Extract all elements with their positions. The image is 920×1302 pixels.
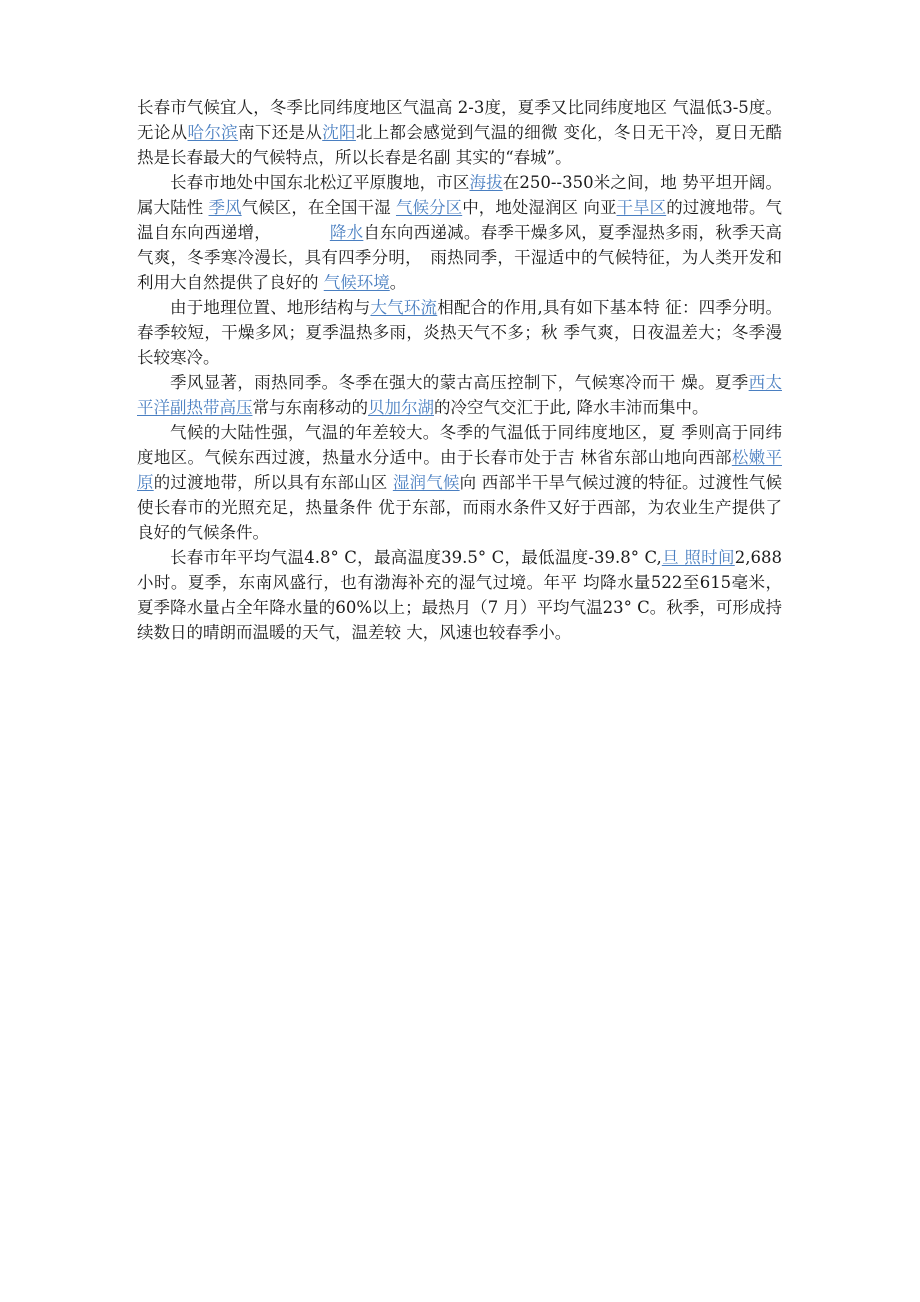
- paragraph: [137, 95, 782, 170]
- hyperlink[interactable]: 西太平洋副热带高压: [137, 373, 782, 417]
- hyperlink[interactable]: 贝加尔湖: [368, 398, 434, 417]
- paragraph: [137, 370, 782, 420]
- hyperlink[interactable]: 松嫩平原: [137, 448, 782, 492]
- hyperlink[interactable]: 哈尔滨: [187, 123, 239, 142]
- paragraph: [137, 170, 782, 295]
- text-run: 中，地处湿润区 向亚: [462, 198, 617, 217]
- hyperlink[interactable]: 季风: [208, 198, 242, 217]
- text-run: 2,688小时。夏季，东南风盛行，也有渤海补充的湿气过境。年平 均降水量522至615毫米，夏季降水量占全年降水量的60%以上；最热月（7 月）平均气温23° C。秋季，可形成持续数日的晴朗而温暖的天气，温差较 大，风速也较春季小。: [137, 548, 783, 642]
- text-run: 自东向西递减。春季干燥多风，夏季湿热多雨，秋季天高气爽，冬季寒冷漫长，具有四季分明， 雨热同季，干湿适中的气候特征，为人类开发和利用大自然提供了良好的: [137, 223, 783, 292]
- text-run: 由于地理位置、地形结构与: [170, 298, 371, 317]
- text-run: 季风显著，雨热同季。冬季在强大的蒙古高压控制下，气候寒冷而干 燥。夏季: [170, 373, 749, 392]
- hyperlink[interactable]: 降水: [329, 223, 364, 242]
- text-run: 的冷空气交汇于此, 降水丰沛而集中。: [434, 398, 709, 417]
- text-run: 长春市气候宜人，冬季比同纬度地区气温高 2-3度，夏季又比同纬度地区 气温低3-5度。无论从: [137, 98, 782, 142]
- text-run: 长春市地处中国东北松辽平原腹地，市区: [170, 173, 470, 192]
- hyperlink[interactable]: 干旱区: [616, 198, 667, 217]
- text-run: 气候区，在全国干湿: [241, 198, 396, 217]
- hyperlink[interactable]: 旦 照时间: [661, 548, 735, 567]
- hyperlink[interactable]: 湿润气候: [392, 473, 460, 492]
- text-run: 南下还是从: [238, 123, 323, 142]
- text-run: 的过渡地带，所以具有东部山区: [153, 473, 393, 492]
- paragraph: [137, 545, 782, 645]
- text-run: 的过渡地带。气温自东向西递增，: [137, 198, 783, 242]
- text-run: 在250--350米之间，地 势平坦开阔。属大陆性: [137, 173, 782, 217]
- text-run: 气候的大陆性强，气温的年差较大。冬季的气温低于同纬度地区，夏 季则高于同纬度地区。气候东西过渡，热量水分适中。由于长春市处于吉 林省东部山地向西部: [137, 423, 782, 467]
- hyperlink[interactable]: 大气环流: [370, 298, 438, 317]
- text-run: 。: [389, 273, 407, 292]
- text-run: 常与东南移动的: [252, 398, 368, 417]
- document-body: [137, 95, 782, 645]
- text-run: 相配合的作用,具有如下基本特 征：四季分明。春季较短，干燥多风；夏季温热多雨，炎热天气不多；秋 季气爽，日夜温差大；冬季漫长较寒冷。: [137, 298, 782, 367]
- text-run: 北上都会感觉到气温的细微 变化，冬日无干冷，夏日无酷热是长春最大的气候特点，所以长春是名副 其实的“春城”。: [137, 123, 783, 167]
- hyperlink[interactable]: 海拔: [469, 173, 503, 192]
- text-run: 向 西部半干旱气候过渡的特征。过渡性气候使长春市的光照充足，热量条件 优于东部，而雨水条件又好于西部，为农业生产提供了良好的气候条件。: [137, 473, 783, 542]
- paragraph: [137, 420, 782, 545]
- hyperlink[interactable]: 气候环境: [323, 273, 390, 292]
- text-run: 长春市年平均气温4.8° C，最高温度39.5° C，最低温度-39.8° C,: [170, 548, 662, 567]
- paragraph: [137, 295, 782, 370]
- hyperlink[interactable]: 气候分区: [395, 198, 463, 217]
- hyperlink[interactable]: 沈阳: [322, 123, 356, 142]
